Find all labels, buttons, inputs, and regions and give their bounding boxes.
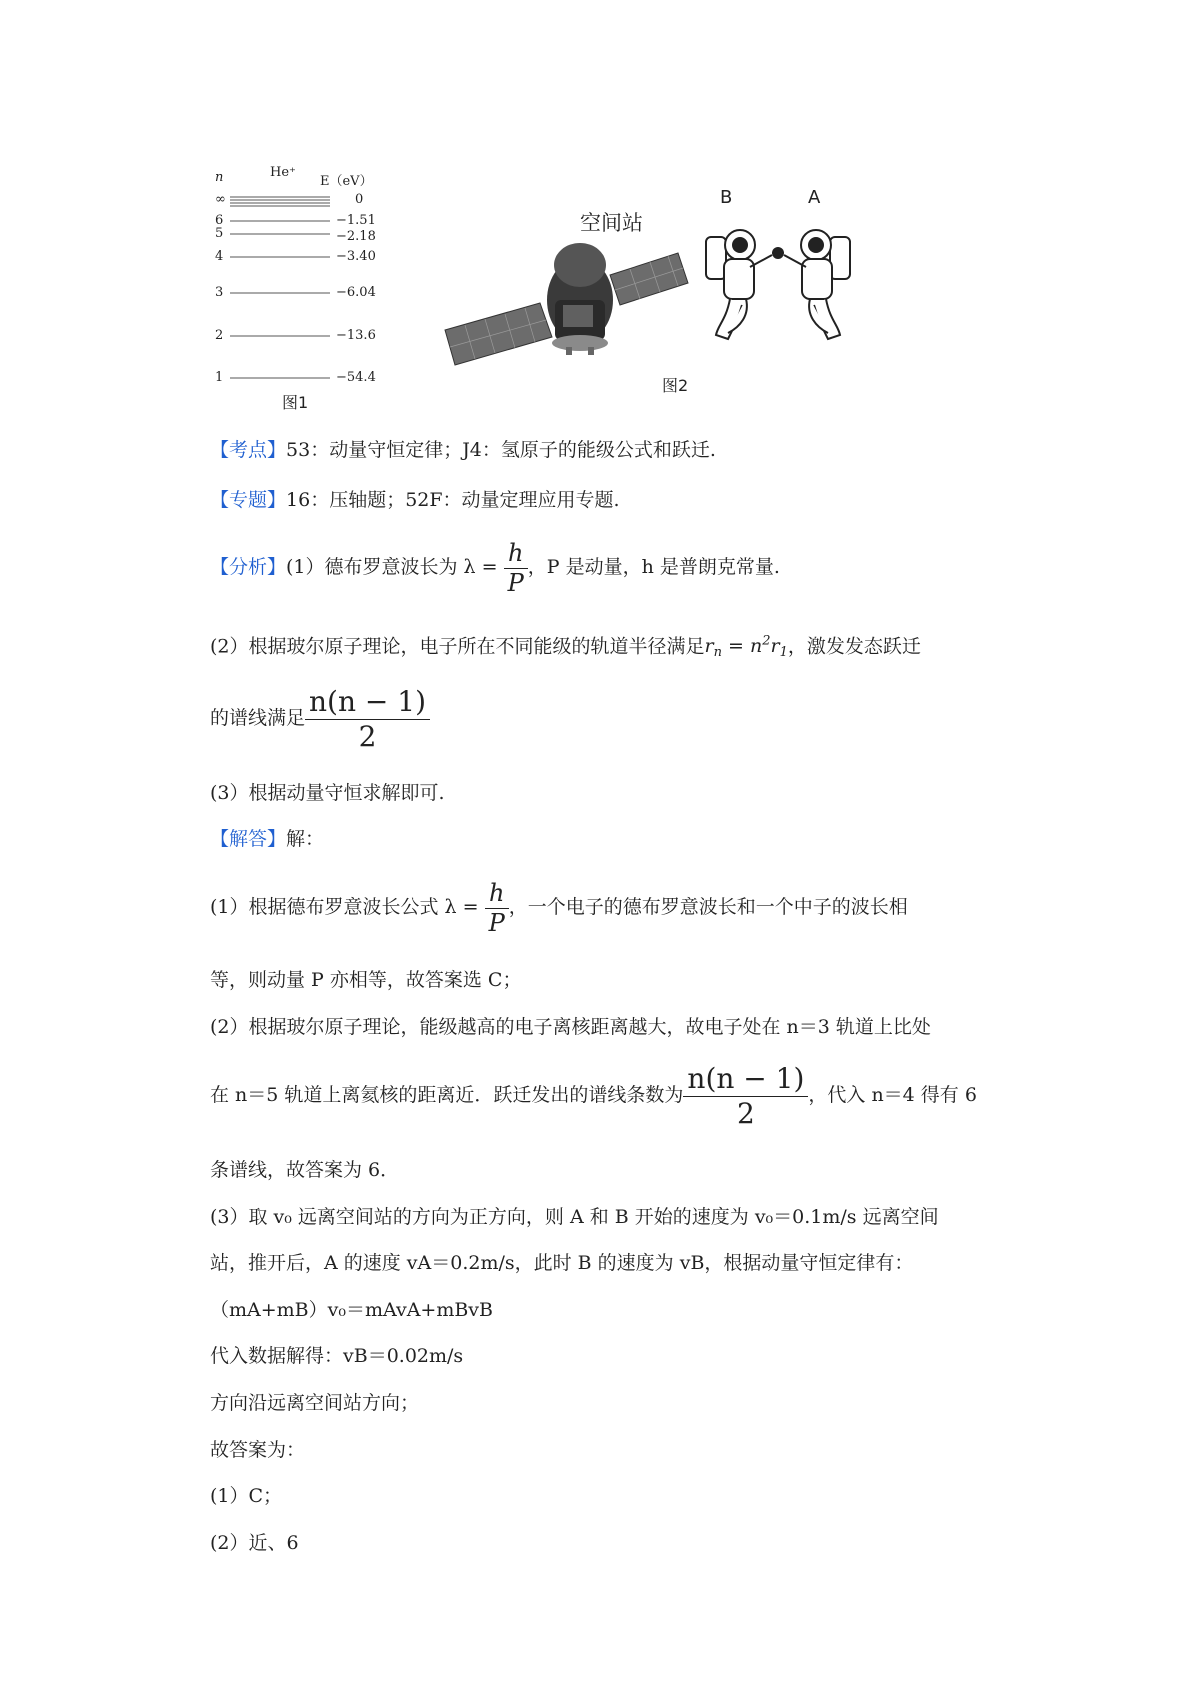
fig1-level-e: −13.6 [336, 328, 376, 343]
fenxi-p1-a: (1）德布罗意波长为 λ = [286, 556, 498, 578]
fenxi-p2-b: ，激发发态跃迁 [787, 635, 921, 658]
fenxi-tag: 【分析】 [210, 556, 287, 578]
fig1-level-n: 3 [215, 285, 224, 300]
jieda-line-5: 条谱线，故答案为 6． [210, 1159, 400, 1181]
astronauts-illustration [688, 215, 868, 365]
fig1-level-n: 4 [215, 249, 224, 264]
jieda-line-11: 故答案为： [210, 1439, 306, 1461]
zhuanti-line [210, 486, 620, 514]
radius-formula: $r_n = n^2r_1$ [704, 634, 788, 661]
fig1-level-e: 0 [355, 192, 364, 207]
kaodian-text: 53：动量守恒定律；J4：氢原子的能级公式和跃迁. [286, 439, 716, 461]
fig1-level-n: 2 [215, 328, 224, 343]
fig1-caption: 图1 [282, 393, 309, 412]
fraction-n-n-1-over-2: $\frac{n(n - 1)}{2}$ [305, 685, 430, 753]
fenxi-p2-a: (2）根据玻尔原子理论，电子所在不同能级的轨道半径满足 [210, 635, 705, 658]
fig1-level-e: −6.04 [336, 285, 376, 300]
jieda-line-8: （mA+mB）v₀＝mAvA+mBvB [210, 1299, 494, 1321]
fig1-level-e: −2.18 [336, 229, 376, 244]
fig1-level-n: 5 [215, 226, 224, 241]
jieda-tag: 【解答】 [210, 828, 287, 850]
jieda-line-6: (3）取 v₀ 远离空间站的方向为正方向，则 A 和 B 开始的速度为 v₀＝0.1m/s 远离空间 [210, 1206, 939, 1228]
fig1-level-e: −1.51 [336, 213, 376, 228]
fraction-n-n-1-over-2: $\frac{n(n - 1)}{2}$ [683, 1062, 808, 1130]
fig1-e-header: E（eV） [320, 174, 373, 189]
jieda-line-2: 等，则动量 P 亦相等，故答案选 C； [210, 969, 522, 991]
kaodian-line [210, 436, 716, 464]
fenxi-line-1 [210, 532, 780, 602]
kaodian-tag: 【考点】 [210, 439, 287, 461]
fenxi-line-3 [210, 678, 430, 758]
figure-1-energy-levels [210, 165, 390, 410]
fig1-n-header: n [215, 170, 224, 185]
space-station-label: 空间站 [580, 211, 643, 235]
fig1-level-e: −54.4 [336, 370, 376, 385]
jieda-line-10: 方向沿远离空间站方向； [210, 1392, 420, 1414]
fenxi-line-4: (3）根据动量守恒求解即可. [210, 782, 445, 804]
fraction-h-over-p: $\frac{h}{P}$ [504, 539, 528, 598]
jieda-line-4: 在 n＝5 轨道上离氦核的距离近．跃迁发出的谱线条数为 $\frac{n(n - 1)}{2}$ ，代入 n＝4 得有 6 [210, 1061, 977, 1130]
jieda-line-13: (2）近、6 [210, 1532, 299, 1554]
fig1-ion-header: He⁺ [270, 165, 296, 180]
jieda-line-7: 站，推开后，A 的速度 vA＝0.2m/s，此时 B 的速度为 vB，根据动量守恒定律有： [210, 1252, 914, 1274]
fenxi-p1-b: ，P 是动量，h 是普朗克常量. [527, 556, 780, 578]
figure-2-space-station [430, 187, 950, 405]
zhuanti-text: 16：压轴题；52F：动量定理应用专题. [286, 489, 620, 511]
fig1-level-n: 1 [215, 370, 224, 385]
astronaut-a-label: A [808, 187, 821, 208]
zhuanti-tag: 【专题】 [210, 489, 287, 511]
jieda-line: 【解答】解： [210, 828, 325, 850]
space-station-illustration [440, 225, 720, 395]
fig1-level-e: −3.40 [336, 249, 376, 264]
fenxi-p3-a: 的谱线满足 [210, 707, 306, 729]
fig1-level-n: ∞ [215, 192, 226, 207]
astronaut-b-label: B [720, 187, 733, 208]
fig1-level-n: 6 [215, 213, 224, 228]
jieda-line-12: (1）C； [210, 1485, 283, 1507]
fig2-caption: 图2 [662, 376, 689, 395]
jieda-line-9: 代入数据解得：vB＝0.02m/s [210, 1345, 464, 1367]
jieda-line-3: (2）根据玻尔原子理论，能级越高的电子离核距离越大，故电子处在 n＝3 轨道上比处 [210, 1016, 931, 1038]
fraction-h-over-p: $\frac{h}{P}$ [485, 879, 509, 938]
fenxi-line-2 [210, 628, 921, 667]
jieda-line-1: (1）根据德布罗意波长公式 λ = $\frac{h}{P}$ ，一个电子的德布罗意波长和一个中子的波长相 [210, 878, 908, 937]
